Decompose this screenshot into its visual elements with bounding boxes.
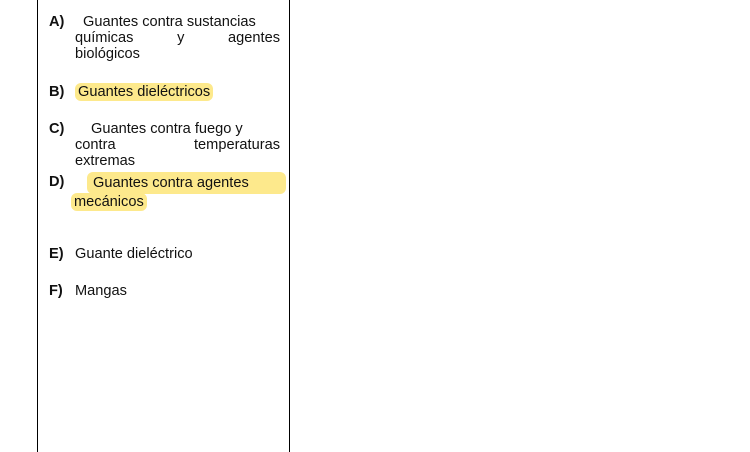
highlighted-text: Guantes dieléctricos: [75, 83, 213, 101]
list-item-d: [49, 172, 280, 212]
list-item-e: [49, 246, 280, 262]
item-text: Mangas: [75, 283, 127, 299]
table-border-middle: [289, 0, 290, 452]
list-item-c: [49, 121, 280, 169]
highlighted-text: mecánicos: [71, 193, 147, 211]
item-letter: B): [49, 84, 65, 100]
item-text-line: Guantes contra sustancias: [83, 14, 256, 30]
item-text-line: biológicos: [75, 46, 140, 62]
list-item-f: [49, 283, 280, 299]
item-letter: A): [49, 14, 65, 30]
item-text-line: Guantes contra fuego y: [91, 121, 243, 137]
list-item-a: [49, 14, 280, 62]
item-text-line: extremas: [75, 153, 136, 169]
item-text-line: químicas y agentes: [75, 30, 280, 46]
highlighted-text: Guantes contra agentes: [87, 172, 286, 194]
item-letter: E): [49, 246, 64, 262]
table-border-left: [37, 0, 38, 452]
item-text: Guante dieléctrico: [75, 246, 193, 262]
list-item-b: [49, 84, 280, 100]
item-text-line: contra temperaturas: [75, 137, 280, 153]
item-letter: F): [49, 283, 63, 299]
item-letter: D): [49, 174, 65, 190]
item-letter: C): [49, 121, 65, 137]
